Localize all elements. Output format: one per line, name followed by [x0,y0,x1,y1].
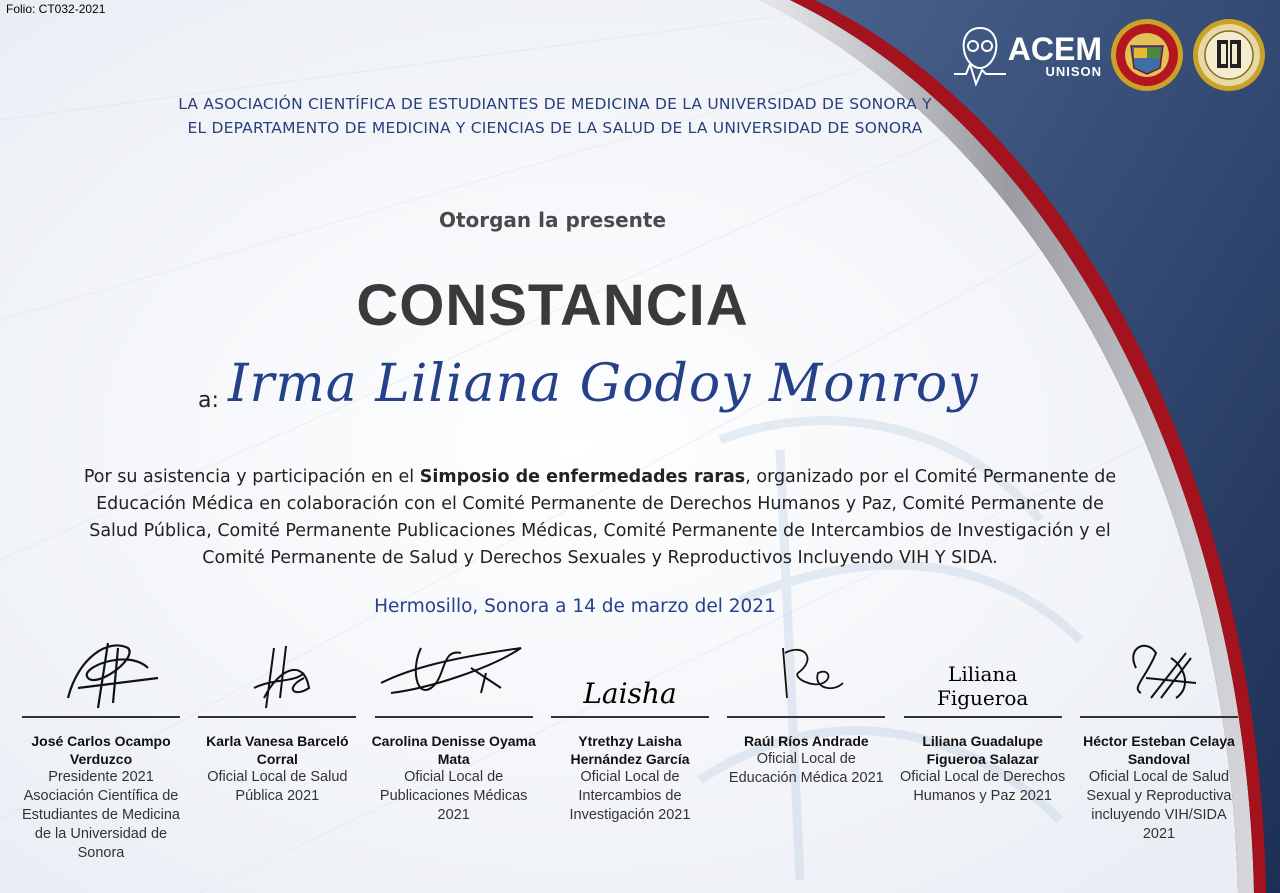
signatory [194,628,360,863]
certificate-body [70,464,1130,572]
signature-line [551,716,709,718]
logo-group [952,18,1266,92]
acem-logo [952,22,1102,88]
place-and-date: Hermosillo, Sonora a 14 de marzo del 2021 [374,596,776,617]
signatory-role: Oficial Local de Salud Sexual y Reproductiva incluyendo VIH/SIDA 2021 [1086,769,1232,842]
signatories [18,628,1242,863]
signature-handwriting: Laisha [583,677,677,710]
acem-wordmark [1007,30,1102,79]
event-name: Simposio de enfermedades raras [419,467,746,487]
signature [547,628,713,716]
signature-line [727,716,885,718]
signatory-role: Oficial Local de Derechos Humanos y Paz 2021 [900,769,1066,804]
certificate-title: CONSTANCIA [356,273,749,338]
owl-ecg-icon [952,22,1008,88]
signature-line [1080,716,1238,718]
signatory [18,628,184,863]
body-intro: Por su asistencia y participación en el [83,467,420,487]
signatory [371,628,537,863]
signature [371,628,537,716]
signatory-role: Oficial Local de Publicaciones Médicas 2021 [379,769,528,823]
signatory [723,628,889,863]
body-details: , organizado por el Comité Permanente de Educación Médica en colaboración con el Comité Permanente de Derechos Humanos y Paz, Comité Permanente de Salud Pública, Comité Permanente Publicaciones Médicas, Comité Permanente de Intercambios de Investigación y el Comité Permanente de Salud y Derechos Sexuales y Reproductivos Incluyendo VIH Y SIDA. [89,467,1117,568]
signatory-role: Oficial Local de Salud Pública 2021 [207,769,348,804]
signature-line [375,716,533,718]
recipient-label: a: [198,388,219,413]
signatory-name: Carolina Denisse Oyama Mata [371,733,536,767]
unison-label: UNISON [1045,63,1102,79]
signatory-name: Liliana Guadalupe Figueroa Salazar [922,733,1043,767]
signature-line [904,716,1062,718]
signatory-name: Raúl Ríos Andrade [743,733,869,749]
folio-number: Folio: CT032-2021 [6,2,106,16]
signature [1076,628,1242,716]
signatory [900,628,1066,863]
signature [900,628,1066,716]
signature [18,628,184,716]
departamento-de-medicina-seal [1192,18,1266,92]
signatory-role: Presidente 2021 Asociación Científica de Estudiantes de Medicina de la Universidad de Sonora [22,769,180,861]
signature [194,628,360,716]
signatory [547,628,713,863]
signature-line [198,716,356,718]
signature-line [22,716,180,718]
signatory-name: José Carlos Ocampo Verduzco [31,733,171,767]
acem-label: ACEM [1007,30,1102,67]
issuing-institutions: LA ASOCIACIÓN CIENTÍFICA DE ESTUDIANTES DE MEDICINA DE LA UNIVERSIDAD DE SONORA Y EL DEPARTAMENTO DE MEDICINA Y CIENCIAS DE LA SALUD DE LA UNIVERSIDAD DE SONORA [178,95,932,137]
granting-statement: Otorgan la presente [438,208,667,232]
signatory-name: Héctor Esteban Celaya Sandoval [1083,733,1235,767]
signature [723,628,889,716]
signatory-role: Oficial Local de Intercambios de Investigación 2021 [569,769,691,823]
signatory [1076,628,1242,863]
signatory-name: Karla Vanesa Barceló Corral [206,733,349,767]
signature-handwriting: Liliana Figueroa [936,662,1029,710]
signatory-role: Oficial Local de Educación Médica 2021 [728,751,884,786]
recipient-name: Irma Liliana Godoy Monroy [228,354,979,414]
universidad-de-sonora-seal [1110,18,1184,92]
signatory-name: Ytrethzy Laisha Hernández García [570,733,690,767]
